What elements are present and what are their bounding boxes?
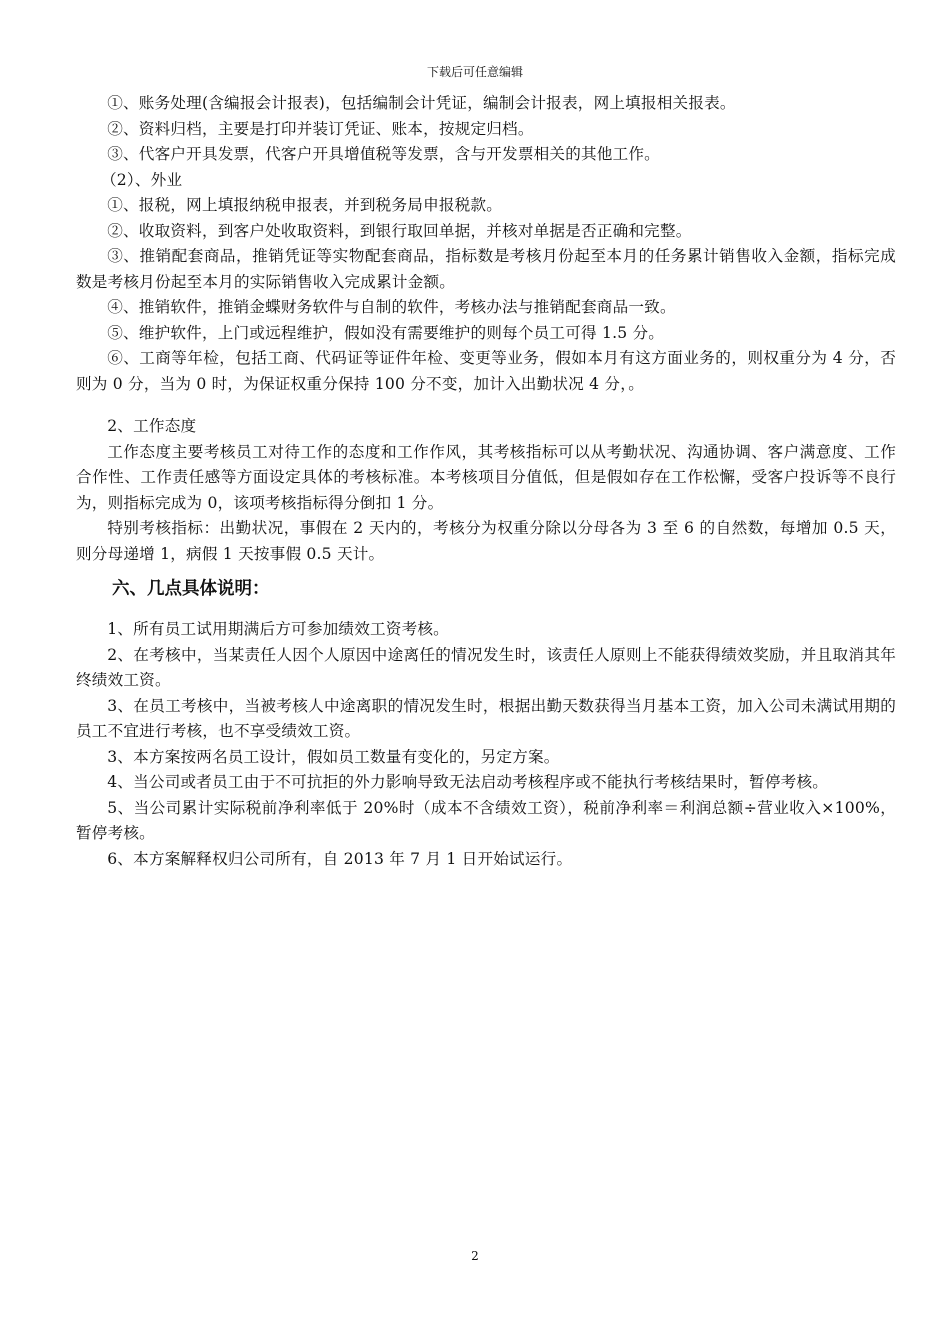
list-item: 2、在考核中，当某责任人因个人原因中途离任的情况发生时，该责任人原则上不能获得绩效奖励，并且取消其年终绩效工资。 xyxy=(76,645,896,689)
list-item: 1、所有员工试用期满后方可参加绩效工资考核。 xyxy=(107,620,449,638)
list-item: 5、当公司累计实际税前净利率低于 20%时（成本不含绩效工资），税前净利率＝利润总额÷营业收入×100%，暂停考核。 xyxy=(76,798,896,842)
subheading-work-attitude: 2、工作态度 xyxy=(107,417,197,435)
list-item: 3、在员工考核中，当被考核人中途离职的情况发生时，根据出勤天数获得当月基本工资，加入公司未满试用期的员工不宜进行考核，也不享受绩效工资。 xyxy=(76,696,896,740)
paragraph: ①、账务处理(含编报会计报表)，包括编制会计凭证，编制会计报表，网上填报相关报表。 xyxy=(107,94,736,112)
list-item: 3、本方案按两名员工设计，假如员工数量有变化的，另定方案。 xyxy=(107,747,560,766)
paragraph: ③、代客户开具发票，代客户开具增值税等发票，含与开发票相关的其他工作。 xyxy=(107,145,660,163)
document-body xyxy=(76,91,896,872)
paragraph: ②、资料归档，主要是打印并装订凭证、账本，按规定归档。 xyxy=(107,119,534,138)
section-title: 六、几点具体说明： xyxy=(112,579,270,599)
paragraph: ⑤、维护软件，上门或远程维护，假如没有需要维护的则每个员工可得 1.5 分。 xyxy=(107,323,665,342)
paragraph: 工作态度主要考核员工对待工作的态度和工作作风，其考核指标可以从考勤状况、沟通协调、客户满意度、工作合作性、工作责任感等方面设定具体的考核标准。本考核项目分值低，但是假如存在工作松懈，受客户投诉等不良行为，则指标完成为 0，该项考核指标得分倒扣 1 分。 xyxy=(76,442,896,512)
subheading-field-work: （2）、外业 xyxy=(100,170,183,189)
list-item: 6、本方案解释权归公司所有，自 2013 年 7 月 1 日开始试运行。 xyxy=(107,849,573,868)
page-number: 2 xyxy=(471,1249,479,1263)
paragraph: ②、收取资料，到客户处收取资料，到银行取回单据，并核对单据是否正确和完整。 xyxy=(107,221,692,240)
list-item: 4、当公司或者员工由于不可抗拒的外力影响导致无法启动考核程序或不能执行考核结果时，暂停考核。 xyxy=(107,773,829,791)
paragraph: ⑥、工商等年检，包括工商、代码证等证件年检、变更等业务，假如本月有这方面业务的，则权重分为 4 分，否则为 0 分，当为 0 时，为保证权重分保持 100 分不变，加计入出勤状况 4 分，。 xyxy=(76,349,896,393)
page-header: 下载后可任意编辑 xyxy=(426,65,523,79)
paragraph: ③、推销配套商品，推销凭证等实物配套商品，指标数是考核月份起至本月的任务累计销售收入金额，指标完成数是考核月份起至本月的实际销售收入完成累计金额。 xyxy=(76,247,896,291)
paragraph: ①、报税，网上填报纳税申报表，并到税务局申报税款。 xyxy=(107,196,503,214)
spacer xyxy=(76,603,896,617)
paragraph: 特别考核指标：出勤状况，事假在 2 天内的，考核分为权重分除以分母各为 3 至 6 的自然数，每增加 0.5 天，则分母递增 1，病假 1 天按事假 0.5 天计。 xyxy=(76,519,896,563)
spacer xyxy=(76,397,896,414)
paragraph: ④、推销软件，推销金蝶财务软件与自制的软件，考核办法与推销配套商品一致。 xyxy=(107,298,676,316)
